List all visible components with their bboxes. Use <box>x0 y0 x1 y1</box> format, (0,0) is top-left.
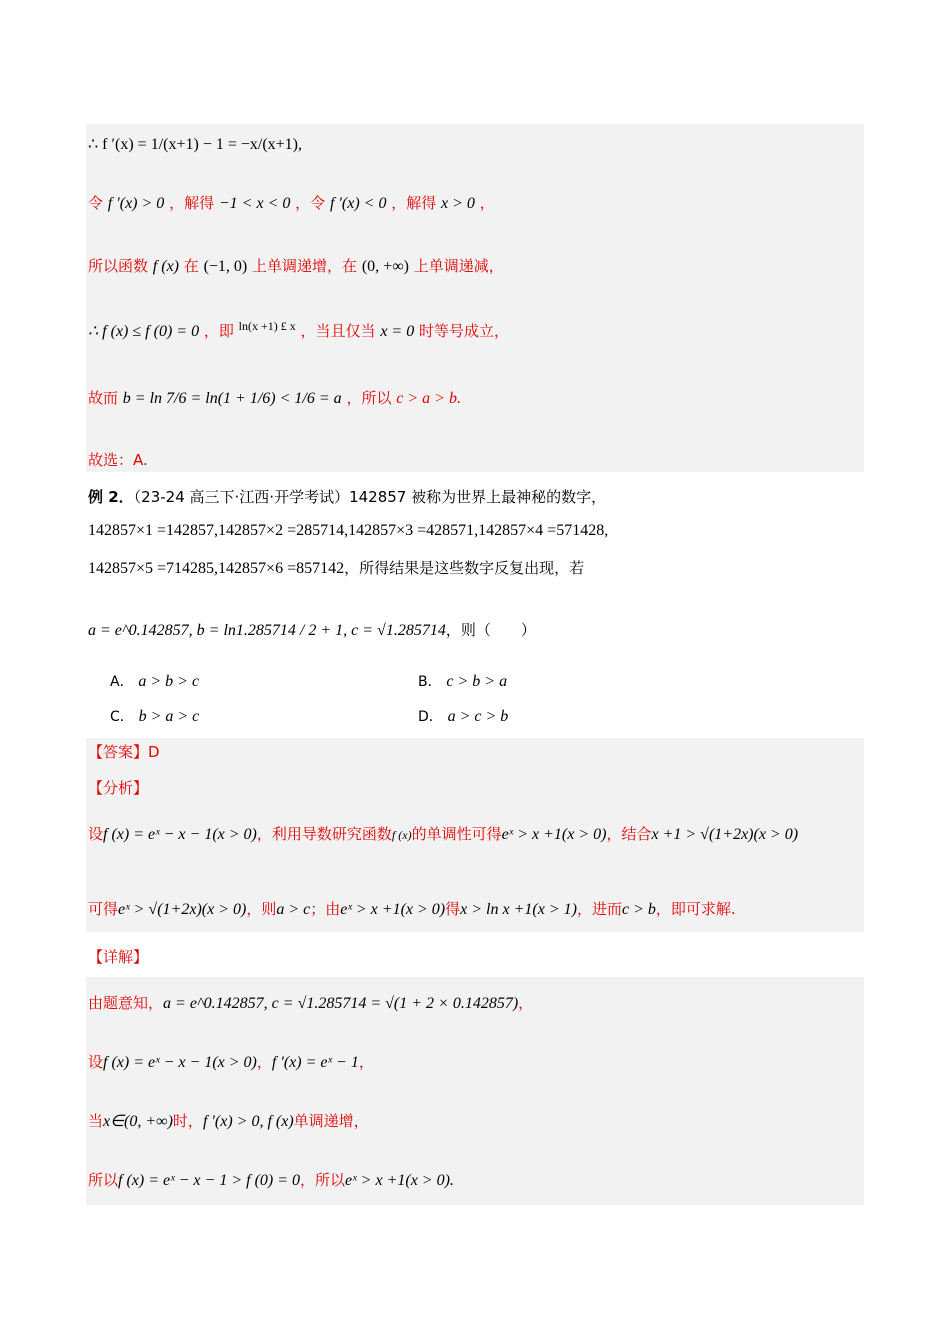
option-a[interactable] <box>110 671 199 691</box>
option-c-label: C． <box>110 709 134 725</box>
text-solve: ，即可求解. <box>655 900 736 918</box>
math-derivative-negative: f ′(x) < 0 <box>329 195 387 212</box>
text-equality: 时等号成立， <box>419 322 510 340</box>
detail-line-3 <box>88 1111 369 1132</box>
example2-products-1 <box>88 520 608 541</box>
math-f-def-2: f (x) = eˣ − x − 1(x > 0) <box>103 1054 257 1071</box>
text-jiede: ，解得 <box>169 194 215 212</box>
products-description: ，所得结果是这些数字反复出现，若 <box>344 559 585 577</box>
text-comma: ， <box>479 194 495 212</box>
abc-definitions: a = e^0.142857, b = ln1.285714 / 2 + 1, c = √1.285714 <box>88 622 446 639</box>
math-fx: f (x) <box>152 258 179 275</box>
text-zai: 在 <box>183 257 199 275</box>
math-fx-small: f (x) <box>391 828 412 842</box>
detail-label <box>88 947 148 967</box>
example2-definitions <box>88 620 536 641</box>
analysis-line-1 <box>88 824 798 845</box>
text-suoyi-2: 所以 <box>88 1171 119 1189</box>
example-number: 例 2． <box>88 488 134 506</box>
math-interval-left: (−1, 0) <box>203 258 248 275</box>
math-exp-sqrt: eˣ > √(1+2x)(x > 0) <box>118 901 247 918</box>
math-interval-neg: −1 < x < 0 <box>218 195 291 212</box>
option-c[interactable] <box>110 706 199 726</box>
text-increasing-2: 单调递增， <box>293 1112 369 1130</box>
option-d[interactable] <box>418 706 508 726</box>
text-suoyi-hanshu: 所以函数 <box>88 257 149 275</box>
math-c-gt-b: c > b <box>621 901 656 918</box>
text-ji: ，即 <box>203 322 234 340</box>
question-prompt: ，则（ ） <box>445 621 536 639</box>
products-row-2: 142857×5 =714285,142857×6 =857142 <box>88 560 345 577</box>
option-d-text: a > c > b <box>447 708 509 725</box>
text-ling-2: ，令 <box>295 194 326 212</box>
detail-heading: 【详解】 <box>88 948 149 966</box>
text-suoyi-3: ，所以 <box>300 1171 346 1189</box>
detail-line-2 <box>88 1052 374 1073</box>
text-guer: 故而 <box>88 389 119 407</box>
text-dang: 当 <box>88 1112 104 1130</box>
math-derivative-pos: f ′(x) > 0, f (x) <box>202 1113 294 1130</box>
analysis-label <box>88 778 148 798</box>
text-monotonic: 的单调性可得 <box>411 825 502 843</box>
text-jiede-2: ，解得 <box>391 194 437 212</box>
text-ze: ，则 <box>246 900 277 918</box>
text-increasing: 上单调递增，在 <box>252 257 358 275</box>
math-x-interval: x∈(0, +∞) <box>103 1113 173 1130</box>
text-de: 得 <box>445 900 461 918</box>
math-b-less-a: b = ln 7/6 = ln(1 + 1/6) < 1/6 = a <box>122 390 342 407</box>
option-d-label: D． <box>418 709 443 725</box>
text-guxuan-a: 故选：A. <box>88 451 148 469</box>
analysis-heading: 【分析】 <box>88 779 149 797</box>
analysis-line-2 <box>88 899 736 920</box>
text-decreasing: 上单调递减， <box>413 257 504 275</box>
text-comma-2: ， <box>256 1053 272 1071</box>
solution-line-inequality <box>88 316 509 342</box>
solution-line-monotonic <box>88 256 504 277</box>
solution-line-solve <box>88 193 495 214</box>
example2-products-2 <box>88 558 584 579</box>
products-row-1: 142857×1 =142857,142857×2 =285714,142857×3 =428571,142857×4 =571428, <box>88 522 609 539</box>
answer-text: 【答案】D <box>88 743 160 761</box>
option-b[interactable] <box>418 671 507 691</box>
option-a-label: A． <box>110 674 134 690</box>
text-ling: 令 <box>88 194 104 212</box>
option-b-text: c > b > a <box>446 673 508 690</box>
math-exp-ineq-2: eˣ > x +1(x > 0) <box>340 901 446 918</box>
math-exp-ineq: eˣ > x +1(x > 0) <box>501 826 607 843</box>
math-x-eq-0: x = 0 <box>380 323 415 340</box>
example2-title <box>88 487 606 507</box>
text-comma-1: ， <box>518 994 534 1012</box>
math-a-gt-c: a > c <box>276 901 311 918</box>
example-source: （23-24 高三下·江西·开学考试）142857 被称为世界上最神秘的数字， <box>133 488 607 506</box>
text-use-derivative: ，利用导数研究函数 <box>256 825 392 843</box>
solution-line-conclusion <box>88 388 461 409</box>
text-comma-3: ， <box>358 1053 374 1071</box>
math-ln-ineq: x > ln x +1(x > 1) <box>460 901 577 918</box>
math-ln-inequality: ln(x +1) £ x <box>238 319 296 333</box>
solution-line-derivative <box>88 134 302 155</box>
detail-line-4 <box>88 1170 454 1191</box>
math-c-gt-a-gt-b: c > a > b. <box>396 390 461 407</box>
math-derivative-positive: f ′(x) > 0 <box>107 195 165 212</box>
text-youtiyi: 由题意知， <box>88 994 164 1012</box>
text-dangqie: ，当且仅当 <box>300 322 376 340</box>
text-you: ；由 <box>310 900 341 918</box>
option-b-label: B． <box>418 674 442 690</box>
solution-choice <box>88 450 148 470</box>
math-exp-final: eˣ > x +1(x > 0). <box>345 1172 454 1189</box>
solution-block-bg <box>86 124 864 472</box>
text-suoyi: ，所以 <box>346 389 392 407</box>
math-fx-le-f0: ∴ f (x) ≤ f (0) = 0 <box>88 323 200 340</box>
math-interval-right: (0, +∞) <box>361 258 409 275</box>
text-kede: 可得 <box>88 900 119 918</box>
math-x-positive: x > 0 <box>441 195 475 212</box>
detail-line-1 <box>88 993 533 1014</box>
text-she: 设 <box>88 825 104 843</box>
text-combine: ，结合 <box>606 825 652 843</box>
text-jiner: ，进而 <box>576 900 622 918</box>
math-f-def: f (x) = eˣ − x − 1(x > 0) <box>103 826 257 843</box>
derivative-expression: ∴ f ′(x) = 1/(x+1) − 1 = −x/(x+1), <box>88 136 303 153</box>
answer-label <box>88 742 160 762</box>
option-a-text: a > b > c <box>138 673 200 690</box>
math-sqrt-ineq: x +1 > √(1+2x)(x > 0) <box>651 826 799 843</box>
math-a-c-def: a = e^0.142857, c = √1.285714 = √(1 + 2 × 0.142857) <box>163 995 519 1012</box>
math-derivative-def: f ′(x) = eˣ − 1 <box>271 1054 359 1071</box>
text-she-2: 设 <box>88 1053 104 1071</box>
math-f-gt-f0: f (x) = eˣ − x − 1 > f (0) = 0 <box>118 1172 301 1189</box>
option-c-text: b > a > c <box>138 708 200 725</box>
text-shi: 时， <box>172 1112 203 1130</box>
